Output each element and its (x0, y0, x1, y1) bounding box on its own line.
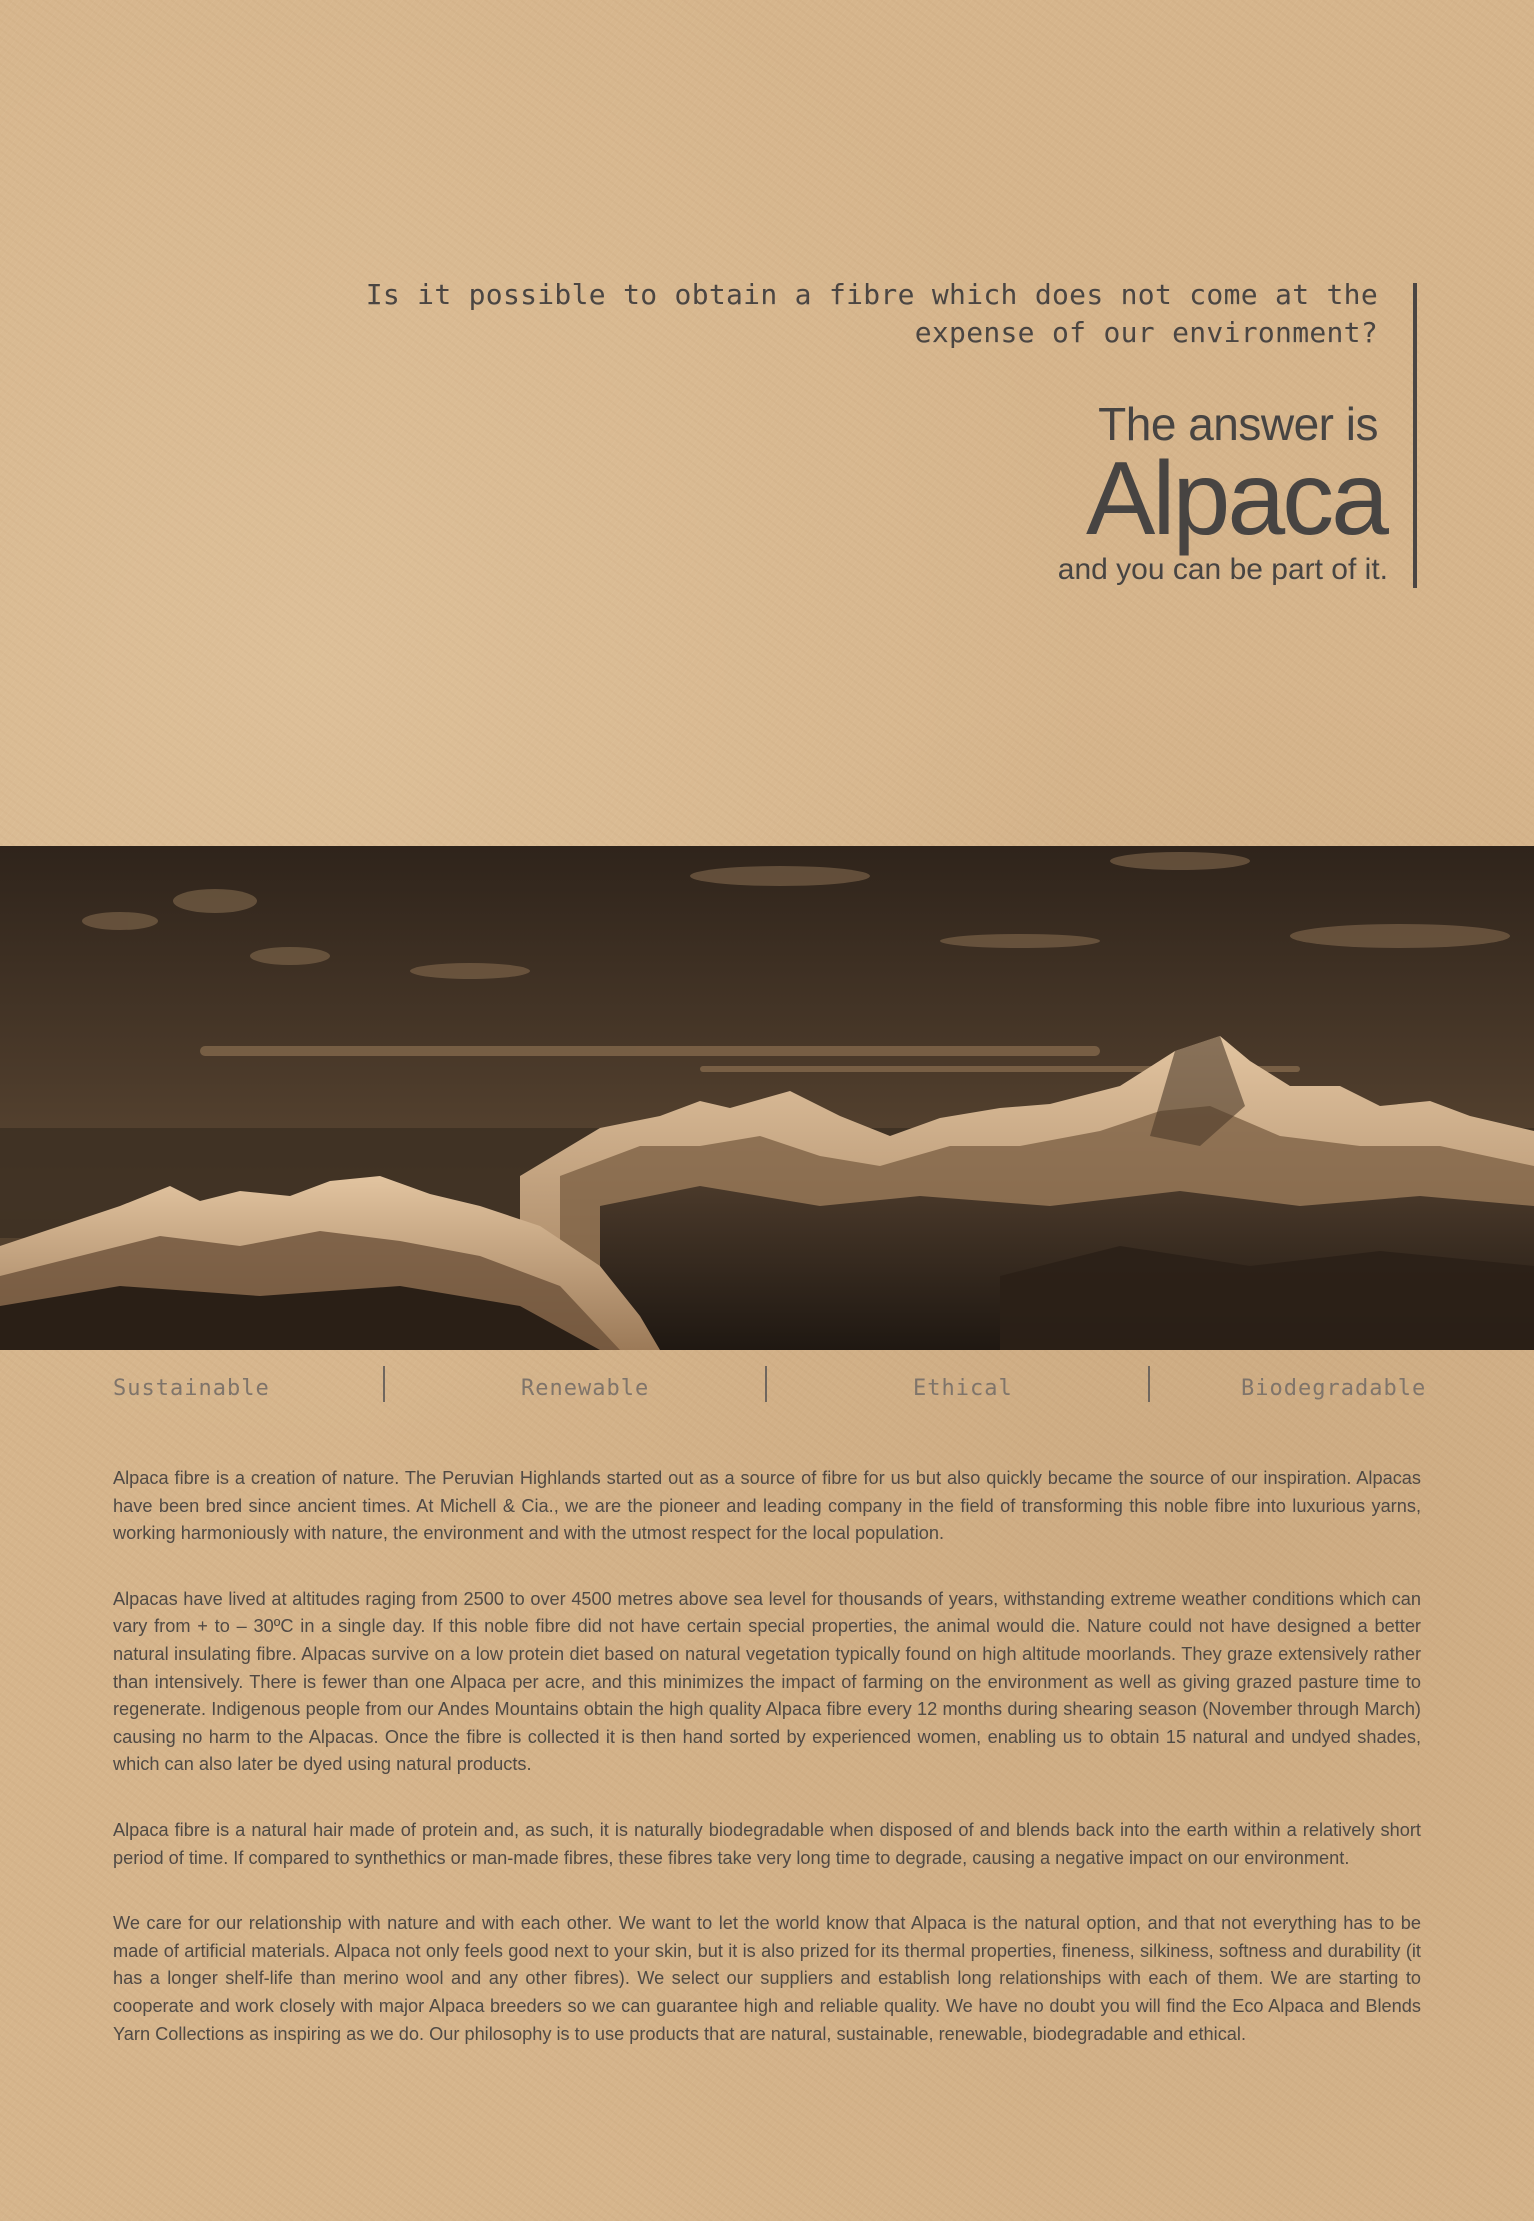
paragraph-intro: Alpaca fibre is a creation of nature. The Peruvian Highlands started out as a source of fibre for us but also quickly became the source of our inspiration. Alpacas have been bred since ancient times. At Michell & Cia., we are the pioneer and leading company in the field of transforming this noble fibre into luxurious yarns, working harmoniously with nature, the environment and with the utmost respect for the local population. (113, 1468, 1421, 1544)
answer-tagline: and you can be part of it. (1057, 553, 1388, 586)
value-divider (765, 1366, 767, 1402)
values-row (113, 1366, 1427, 1406)
mountain-panorama-image (0, 846, 1534, 1350)
accent-divider-bar (1413, 283, 1417, 588)
mountain-illustration (0, 846, 1534, 1350)
paragraph-altitudes: Alpacas have lived at altitudes raging from 2500 to over 4500 metres above sea level for thousands of years, withstanding extreme weather conditions which can vary from + to – 30ºC in a single day. If this noble fibre did not have certain special properties, the animal would die. Nature could not have designed a better natural insulating fibre. Alpacas survive on a low protein diet based on natural vegetation typically found on high altitude moorlands. They graze extensively rather than intensively. There is fewer than one Alpaca per acre, and this minimizes the impact of farming on the environment as well as giving grazed pasture time to regenerate. Indigenous people from our Andes Mountains obtain the high quality Alpaca fibre every 12 months during shearing season (November through March) causing no harm to the Alpacas. Once the fibre is collected it is then hand sorted by experienced women, enabling us to obtain 15 natural and undyed shades, which can also later be dyed using natural products. (113, 1588, 1421, 1775)
value-renewable: Renewable (521, 1376, 650, 1401)
answer-lead: The answer is (1098, 398, 1378, 450)
value-divider (383, 1366, 385, 1402)
paragraph-philosophy: We care for our relationship with nature and with each other. We want to let the world know that Alpaca is the natural option, and that not everything has to be made of artificial materials. Alpaca not only feels good next to your skin, but it is also prized for its thermal properties, fineness, silkiness, softness and durability (it has a longer shelf-life than merino wool and any other fibres). We select our suppliers and establish long relationships with each of them. We are starting to cooperate and work closely with major Alpaca breeders so we can guarantee high and reliable quality. We have no doubt you will find the Eco Alpaca and Blends Yarn Collections as inspiring as we do. Our philosophy is to use products that are natural, sustainable, renewable, biodegradable and ethical. (113, 1913, 1421, 2044)
answer-alpaca-title: Alpaca (1086, 441, 1386, 557)
value-ethical: Ethical (913, 1376, 1013, 1401)
headline-question: Is it possible to obtain a fibre which does not come at the expense of our environment? (365, 278, 1378, 349)
value-biodegradable: Biodegradable (1241, 1376, 1427, 1401)
value-sustainable: Sustainable (113, 1376, 270, 1401)
paragraph-biodegradable: Alpaca fibre is a natural hair made of protein and, as such, it is naturally biodegradable when disposed of and blends back into the earth within a relatively short period of time. If compared to synthethics or man-made fibres, these fibres take very long time to degrade, causing a negative impact on our environment. (113, 1819, 1421, 1868)
answer-block (700, 398, 1388, 590)
value-divider (1148, 1366, 1150, 1402)
body-copy (113, 1465, 1421, 2086)
